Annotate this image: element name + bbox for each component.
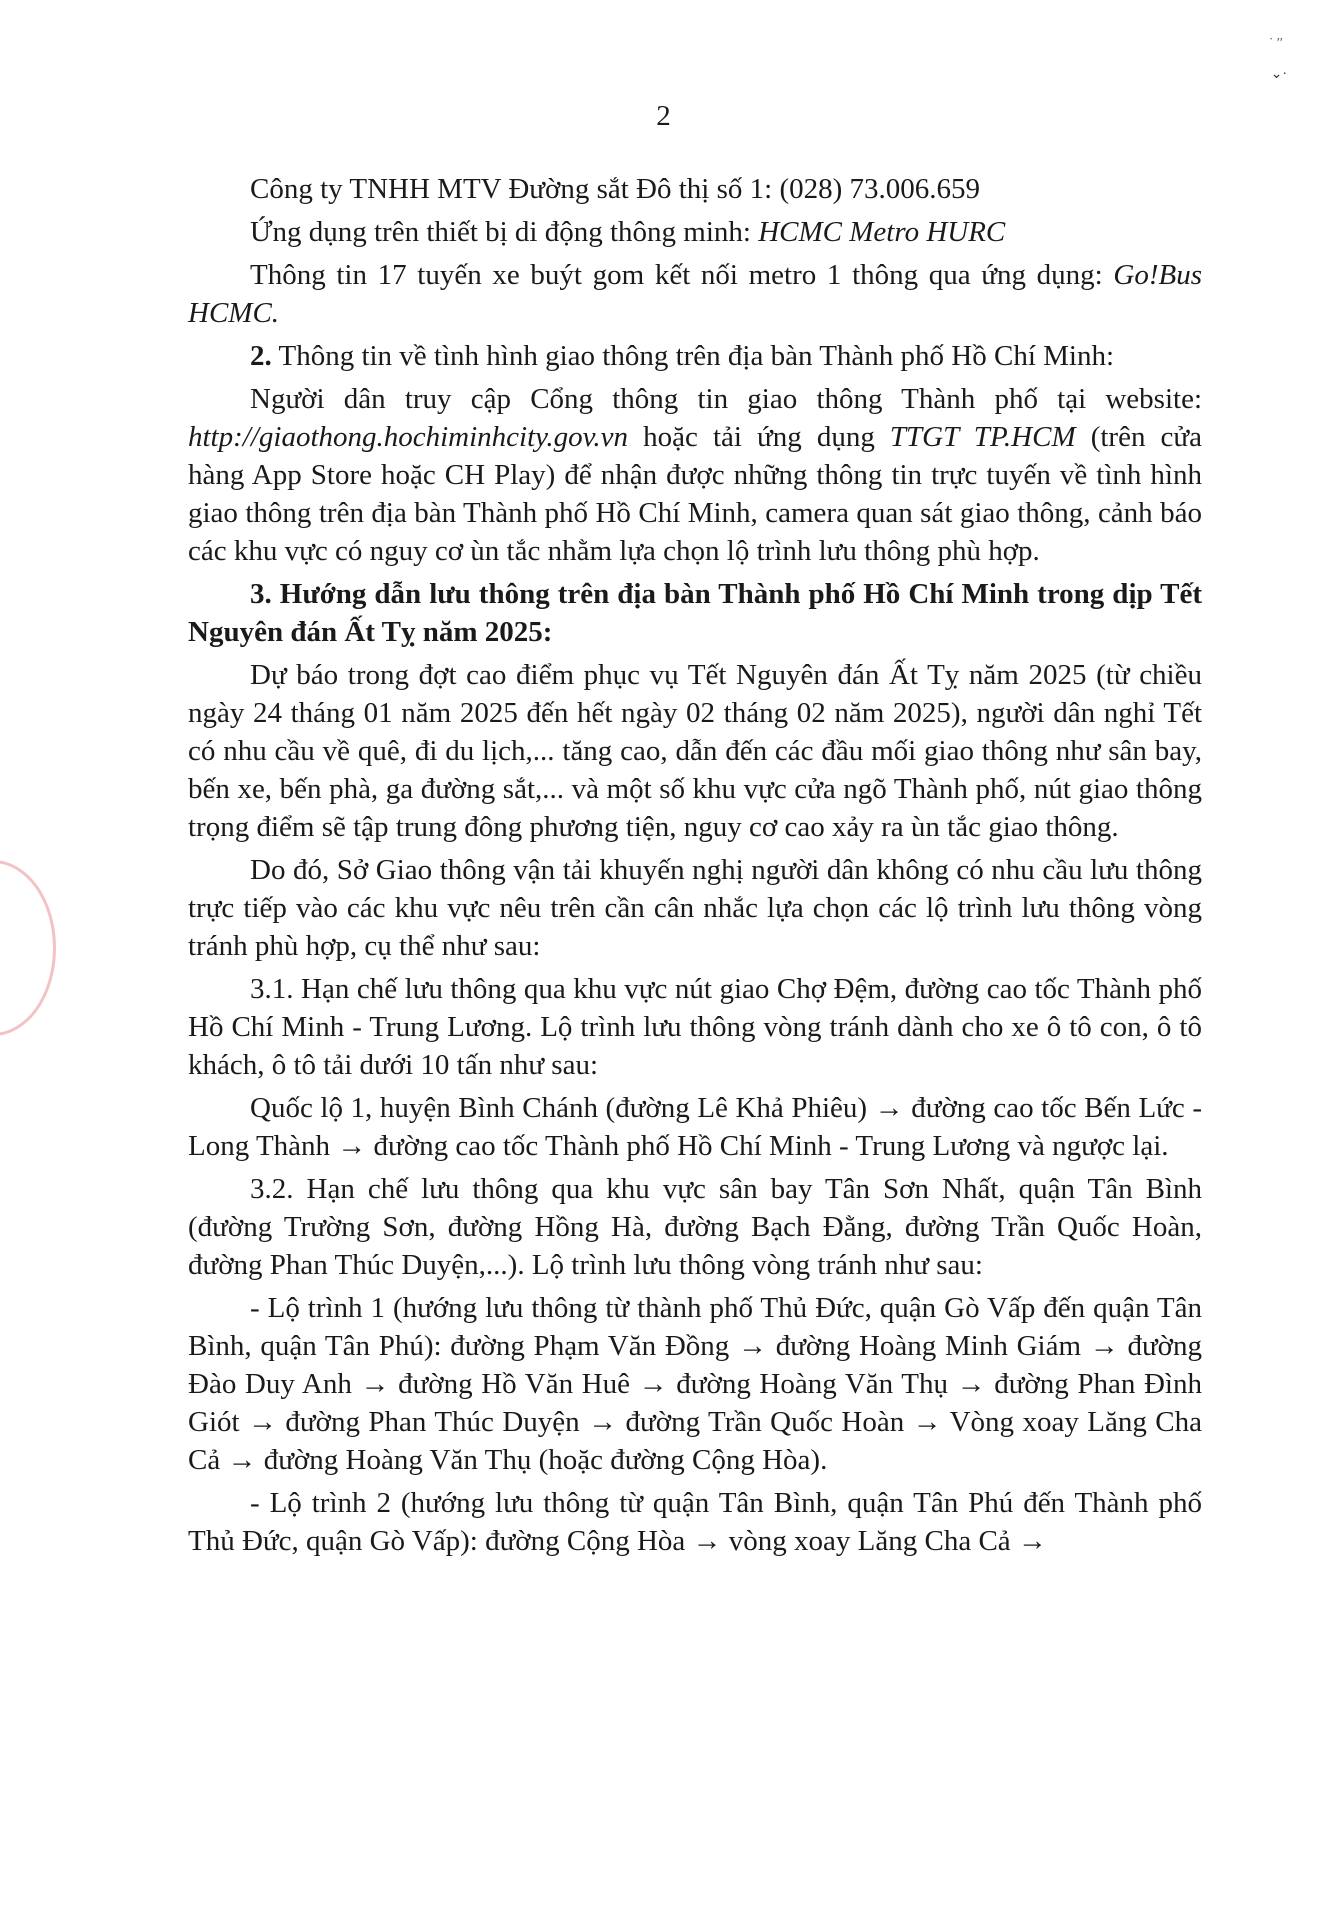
scan-mark: ˙ ′′ [1268, 36, 1283, 51]
paragraph-forecast: Dự báo trong đợt cao điểm phục vụ Tết Nguyên đán Ất Tỵ năm 2025 (từ chiều ngày 24 tháng 01 năm 2025 đến hết ngày 02 tháng 02 năm 2025), người dân nghỉ Tết có nhu cầu về quê, đi du lịch,... tăng cao, dẫn đến các đầu mối giao thông như sân bay, bến xe, bến phà, ga đường sắt,... và một số khu vực cửa ngõ Thành phố, nút giao thông trọng điểm sẽ tập trung đông phương tiện, nguy cơ cao xảy ra ùn tắc giao thông. [188, 659, 1202, 843]
section-heading-3: 3. Hướng dẫn lưu thông trên địa bàn Thành phố Hồ Chí Minh trong dịp Tết Nguyên đán Ất Tỵ năm 2025: [188, 578, 1202, 648]
paragraph-3-1: 3.1. Hạn chế lưu thông qua khu vực nút giao Chợ Đệm, đường cao tốc Thành phố Hồ Chí Minh - Trung Lương. Lộ trình lưu thông vòng tránh dành cho xe ô tô con, ô tô khách, ô tô tải dưới 10 tấn như sau: [188, 973, 1202, 1081]
document-body [188, 170, 1202, 1565]
paragraph-traffic-portal: Người dân truy cập Cổng thông tin giao thông Thành phố tại website: http://giaothong.hochiminhcity.gov.vn hoặc tải ứng dụng TTGT TP.HCM (trên cửa hàng App Store hoặc CH Play) để nhận được những thông tin trực tuyến về tình hình giao thông trên địa bàn Thành phố Hồ Chí Minh, camera quan sát giao thông, cảnh báo các khu vực có nguy cơ ùn tắc nhằm lựa chọn lộ trình lưu thông phù hợp. [188, 383, 1202, 567]
app-name: HCMC Metro HURC [758, 216, 1006, 248]
section-number: 2. [250, 340, 272, 372]
stamp-remnant [0, 860, 56, 1036]
paragraph-route-1: - Lộ trình 1 (hướng lưu thông từ thành phố Thủ Đức, quận Gò Vấp đến quận Tân Bình, quận Tân Phú): đường Phạm Văn Đồng → đường Hoàng Minh Giám → đường Đào Duy Anh → đường Hồ Văn Huê → đường Hoàng Văn Thụ → đường Phan Đình Giót → đường Phan Thúc Duyện → đường Trần Quốc Hoàn → Vòng xoay Lăng Cha Cả → đường Hoàng Văn Thụ (hoặc đường Cộng Hòa). [188, 1292, 1202, 1476]
paragraph-bus-info: Thông tin 17 tuyến xe buýt gom kết nối metro 1 thông qua ứng dụng: Go!Bus HCMC. [188, 259, 1202, 329]
paragraph-recommendation: Do đó, Sở Giao thông vận tải khuyến nghị người dân không có nhu cầu lưu thông trực tiếp vào các khu vực nêu trên cần cân nhắc lựa chọn các lộ trình lưu thông vòng tránh phù hợp, cụ thể như sau: [188, 854, 1202, 962]
app-name: TTGT TP.HCM [889, 421, 1076, 453]
paragraph-route-3-1: Quốc lộ 1, huyện Bình Chánh (đường Lê Khả Phiêu) → đường cao tốc Bến Lức - Long Thành → đường cao tốc Thành phố Hồ Chí Minh - Trung Lương và ngược lại. [188, 1092, 1202, 1162]
paragraph-3-2: 3.2. Hạn chế lưu thông qua khu vực sân bay Tân Sơn Nhất, quận Tân Bình (đường Trường Sơn, đường Hồng Hà, đường Bạch Đằng, đường Trần Quốc Hoàn, đường Phan Thúc Duyện,...). Lộ trình lưu thông vòng tránh như sau: [188, 1173, 1202, 1281]
paragraph-route-2: - Lộ trình 2 (hướng lưu thông từ quận Tân Bình, quận Tân Phú đến Thành phố Thủ Đức, quận Gò Vấp): đường Cộng Hòa → vòng xoay Lăng Cha Cả → [188, 1487, 1202, 1557]
paragraph-hotline: Công ty TNHH MTV Đường sắt Đô thị số 1: (028) 73.006.659 [250, 173, 981, 205]
app-name: Go!Bus HCMC. [188, 259, 1202, 329]
paragraph-mobile-app: Ứng dụng trên thiết bị di động thông minh: HCMC Metro HURC [250, 216, 1006, 248]
section-heading-2: 2. Thông tin về tình hình giao thông trên địa bàn Thành phố Hồ Chí Minh: [250, 340, 1115, 372]
page-number: 2 [656, 100, 671, 132]
scan-mark: ⌄· [1270, 67, 1287, 82]
website-url: http://giaothong.hochiminhcity.gov.vn [188, 421, 629, 453]
